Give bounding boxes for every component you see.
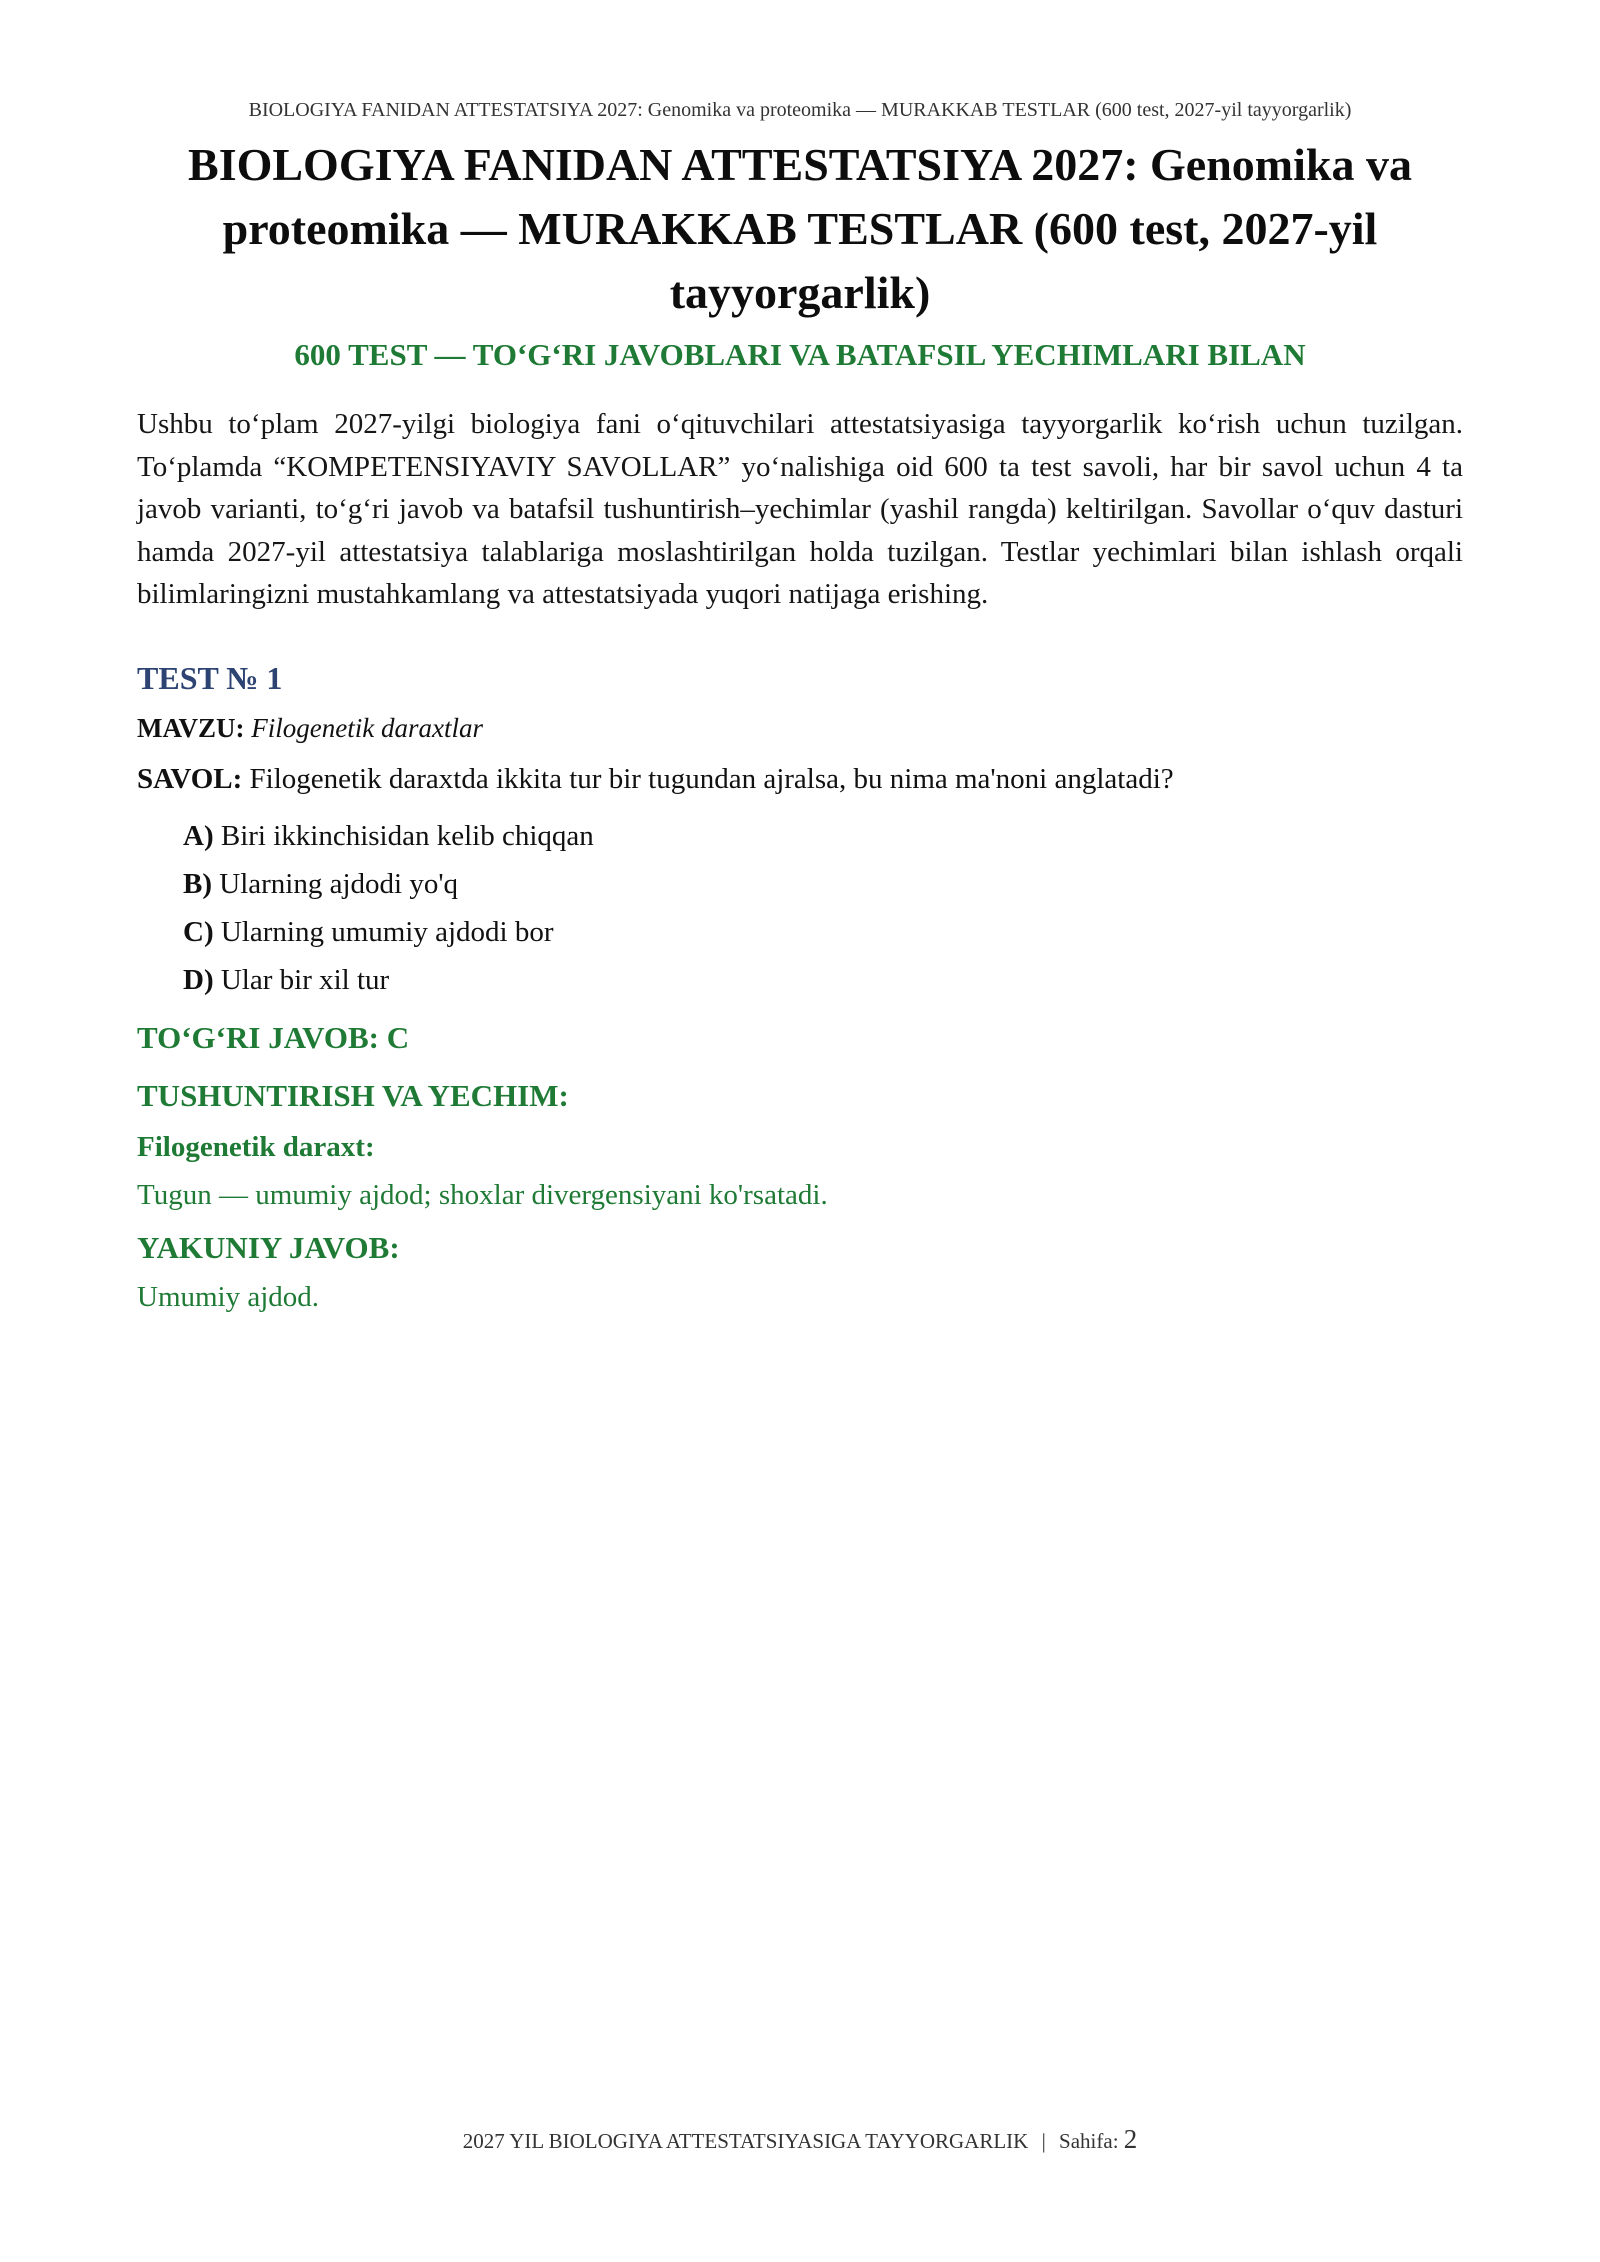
option-text: Ularning umumiy ajdodi bor <box>220 915 554 948</box>
answer-options <box>137 812 1463 1004</box>
topic-line <box>137 708 1463 748</box>
test-block <box>137 656 1463 1318</box>
explanation-heading: TUSHUNTIRISH VA YECHIM: <box>137 1077 569 1113</box>
question-line <box>137 758 1463 800</box>
option-letter: C) <box>183 915 214 948</box>
option-text: Biri ikkinchisidan kelib chiqqan <box>220 819 594 852</box>
explanation-text: Tugun — umumiy ajdod; shoxlar divergensiyani ko'rsatadi. <box>137 1178 828 1211</box>
footer-separator: | <box>1041 2129 1046 2153</box>
question-text: Filogenetik daraxtda ikkita tur bir tugundan ajralsa, bu nima ma'noni anglatadi? <box>249 762 1174 795</box>
test-heading: TEST № 1 <box>137 659 283 696</box>
final-answer-heading: YAKUNIY JAVOB: <box>137 1229 400 1265</box>
page-number: 2 <box>1123 2124 1138 2154</box>
option-c <box>183 908 1463 956</box>
option-letter: D) <box>183 963 214 996</box>
option-letter: A) <box>183 819 214 852</box>
running-header: BIOLOGIYA FANIDAN ATTESTATSIYA 2027: Genomika va proteomika — MURAKKAB TESTLAR (600 test, 2027-yil tayyorgarlik) <box>248 99 1352 121</box>
intro-paragraph: Ushbu to‘plam 2027-yilgi biologiya fani o‘qituvchilari attestatsiyasiga tayyorgarlik ko‘rish uchun tuzilgan. To‘plamda “KOMPETENSIYAVIY SAVOLLAR” yo‘nalishiga oid 600 ta test savoli, har bir savol uchun 4 ta javob varianti, to‘g‘ri javob va batafsil tushuntirish–yechimlar (yashil rangda) keltirilgan. Savollar o‘quv dasturi hamda 2027-yil attestatsiya talablariga moslashtirilgan holda tuzilgan. Testlar yechimlari bilan ishlash orqali bilimlaringizni mustahkamlang va attestatsiyada yuqori natijaga erishing. <box>137 408 1463 610</box>
option-letter: B) <box>183 867 212 900</box>
option-text: Ularning ajdodi yo'q <box>219 867 459 900</box>
document-subtitle: 600 TEST — TO‘G‘RI JAVOBLARI VA BATAFSIL YECHIMLARI BILAN <box>294 337 1306 372</box>
page-label: Sahifa: <box>1059 2129 1119 2153</box>
option-a <box>183 812 1463 860</box>
topic-value: Filogenetik daraxtlar <box>251 712 483 743</box>
final-answer-text: Umumiy ajdod. <box>137 1280 320 1313</box>
page-footer <box>0 2124 1600 2156</box>
option-b <box>183 860 1463 908</box>
document-title: BIOLOGIYA FANIDAN ATTESTATSIYA 2027: Genomika va proteomika — MURAKKAB TESTLAR (600 test, 2027-yil tayyorgarlik) <box>188 139 1412 318</box>
explanation-subheading: Filogenetik daraxt: <box>137 1130 375 1163</box>
option-text: Ular bir xil tur <box>220 963 390 996</box>
option-d <box>183 956 1463 1004</box>
question-label: SAVOL: <box>137 762 243 795</box>
topic-label: MAVZU: <box>137 712 245 743</box>
footer-text: 2027 YIL BIOLOGIYA ATTESTATSIYASIGA TAYYORGARLIK <box>462 2129 1029 2153</box>
correct-answer: TO‘G‘RI JAVOB: C <box>137 1019 410 1055</box>
